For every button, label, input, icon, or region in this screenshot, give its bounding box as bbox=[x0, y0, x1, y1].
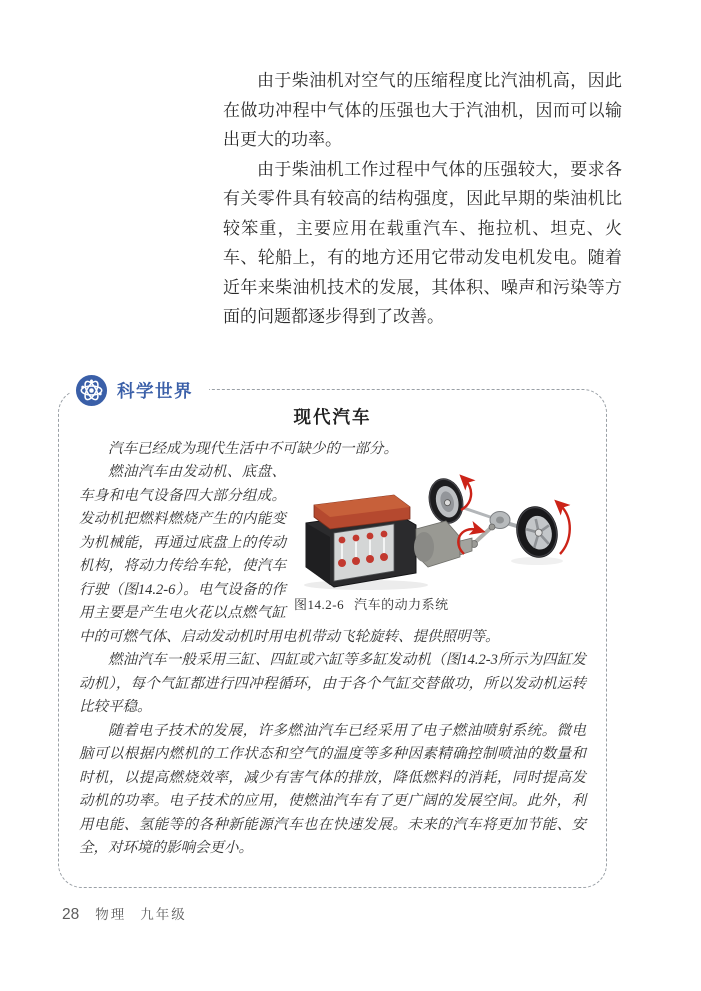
wheel-right bbox=[512, 502, 563, 561]
science-world-box bbox=[58, 380, 607, 888]
driveshaft bbox=[470, 524, 495, 548]
footer-subject: 物理 bbox=[95, 907, 127, 922]
feature-paragraph: 随着电子技术的发展，许多燃油汽车已经采用了电子燃油喷射系统。微电脑可以根据内燃机的工作状态和空气的温度等多种因素精确控制喷油的数量和时机，以提高燃烧效率，减少有害气体的排放，降低燃料的消耗，同时提高发动机的功率。电子技术的应用，使燃油汽车有了更广阔的发展空间。此外，利用电能、氢能等的各种新能源汽车也在快速发展。未来的汽车将更加节能、安全，对环境的影响会更小。 bbox=[79, 722, 586, 856]
feature-paragraph-text: 燃油汽车由发动机、底盘、车身和电气设备四大部分组成。发动机把燃料燃烧产生的内能变为机械能，再通过底盘上的传动机构，将动力传给车轮，使汽车行驶（图14.2-6）。电气设备的作用主要是产生电火花以点燃气缸中的可燃气体、启动发动机时用电机带动飞轮旋转、提供照明等。 bbox=[79, 464, 500, 645]
wheel-left bbox=[424, 475, 468, 528]
figure-caption-number: 图14.2-6 bbox=[294, 597, 345, 612]
engine-block bbox=[306, 495, 416, 587]
atom-icon bbox=[75, 374, 108, 407]
intro-paragraph: 由于柴油机工作过程中气体的压强较大，要求各有关零件具有较高的结构强度，因此早期的柴油机比较笨重，主要应用在载重汽车、拖拉机、坦克、火车、轮船上，有的地方还用它带动发电机发电。随着近年来柴油机技术的发展，其体积、噪声和污染等方面的问题都逐步得到了改善。 bbox=[223, 159, 622, 326]
shadow bbox=[511, 557, 563, 565]
science-world-header bbox=[71, 371, 209, 409]
feature-paragraph: 燃油汽车一般采用三缸、四缸或六缸等多缸发动机（图14.2-3所示为四缸发动机），每个气缸都进行四冲程循环，由于各个气缸交替做功，所以发动机运转比较平稳。 bbox=[79, 652, 586, 715]
science-world-label: 科学世界 bbox=[117, 380, 193, 401]
powertrain-illustration bbox=[294, 461, 586, 593]
page-number: 28 bbox=[62, 906, 80, 923]
intro-text-block bbox=[223, 66, 622, 332]
science-world-content bbox=[59, 390, 606, 861]
transmission bbox=[414, 521, 472, 567]
page-footer bbox=[62, 903, 187, 924]
feature-paragraph: 汽车已经成为现代生活中不可缺少的一部分。 bbox=[108, 440, 398, 457]
intro-paragraph: 由于柴油机对空气的压缩程度比汽油机高，因此在做功冲程中气体的压强也大于汽油机，因而可以输出更大的功率。 bbox=[223, 71, 622, 149]
figure-caption bbox=[294, 597, 449, 612]
right-wheel-rotation-arrow bbox=[560, 505, 570, 554]
footer-grade: 九年级 bbox=[140, 907, 187, 922]
figure-caption-text: 汽车的动力系统 bbox=[354, 597, 449, 612]
figure-powertrain bbox=[294, 461, 586, 618]
feature-title: 现代汽车 bbox=[293, 407, 372, 427]
feature-paragraph bbox=[79, 461, 586, 649]
